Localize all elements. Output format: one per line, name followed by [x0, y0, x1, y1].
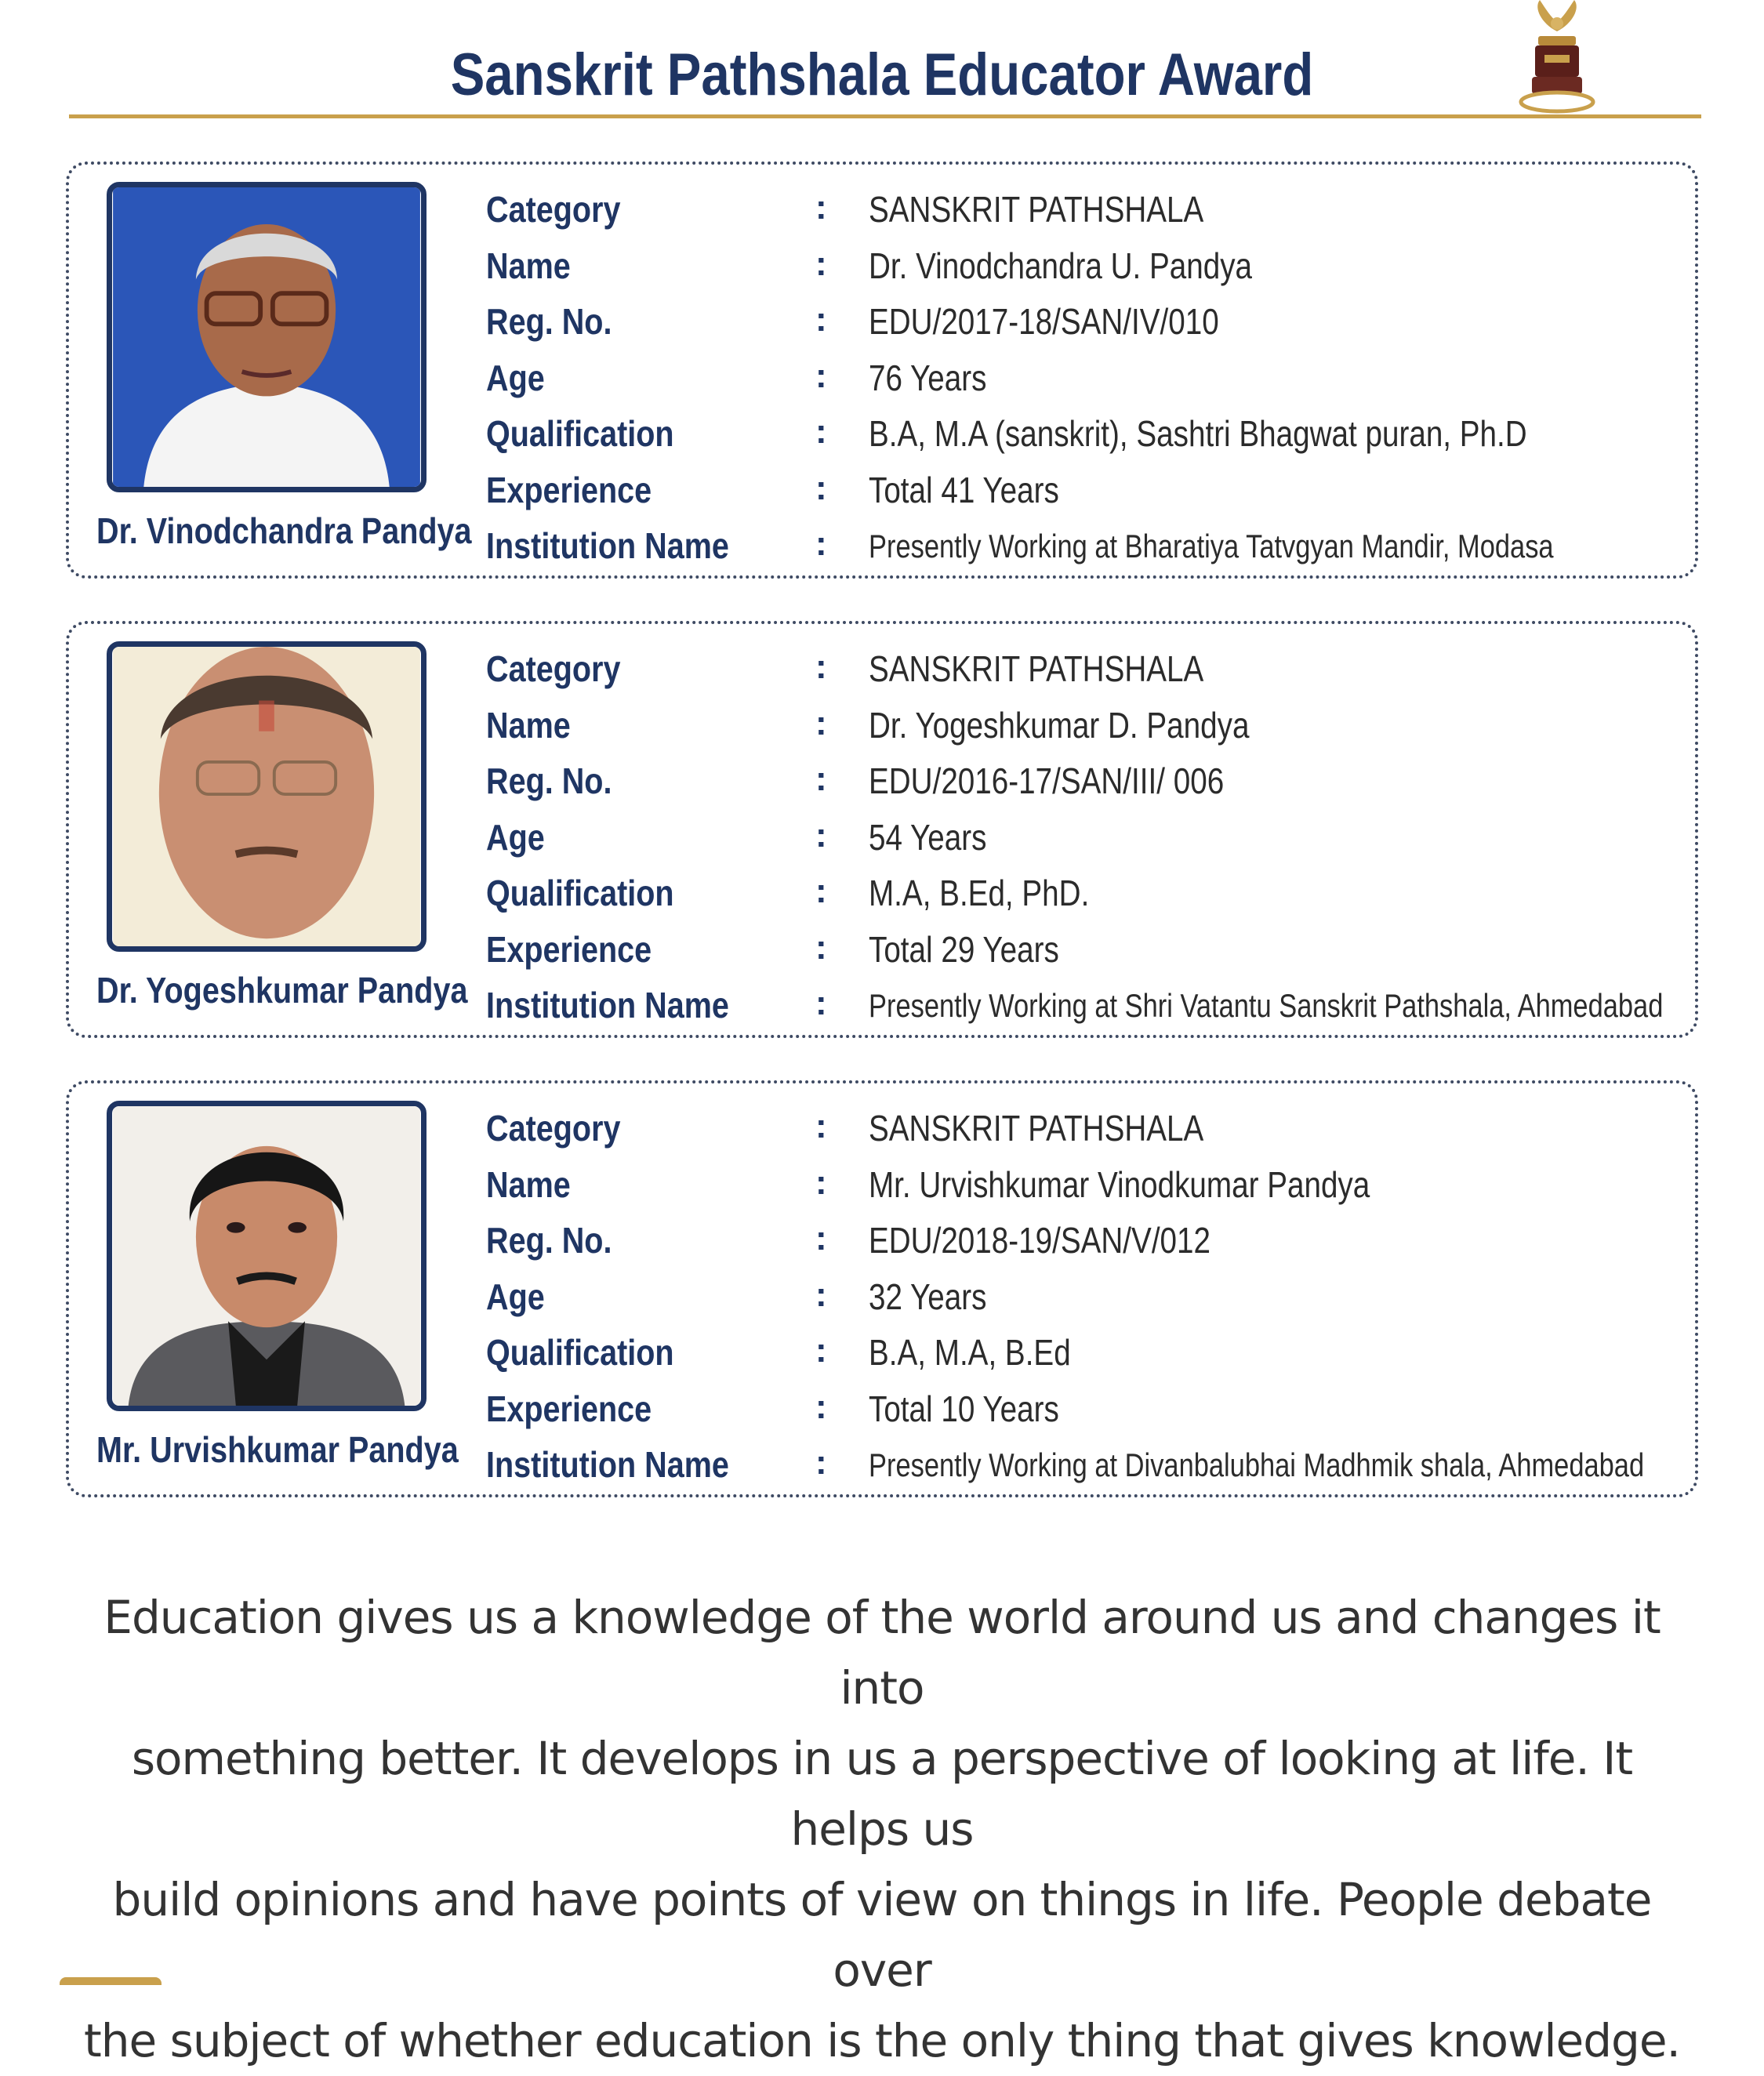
separator: : — [815, 1275, 827, 1314]
value-age: 76 Years — [869, 357, 987, 398]
label-institution: Institution Name — [486, 1444, 729, 1485]
value-age: 32 Years — [869, 1276, 987, 1317]
value-institution: Presently Working at Bharatiya Tatvgyan Mandir, Modasa — [869, 528, 1554, 564]
label-experience: Experience — [486, 1388, 652, 1429]
label-category: Category — [486, 648, 621, 689]
label-category: Category — [486, 1108, 621, 1149]
separator: : — [815, 1387, 827, 1426]
separator: : — [815, 1331, 827, 1370]
label-reg-no: Reg. No. — [486, 760, 612, 801]
value-experience: Total 10 Years — [869, 1388, 1059, 1429]
separator: : — [815, 648, 827, 686]
separator: : — [815, 1107, 827, 1145]
educator-card — [66, 162, 1698, 579]
label-qualification: Qualification — [486, 1332, 674, 1373]
trophy-icon — [1510, 0, 1604, 118]
label-name: Name — [486, 704, 571, 746]
label-experience: Experience — [486, 928, 652, 970]
separator: : — [815, 188, 827, 227]
value-name: Mr. Urvishkumar Vinodkumar Pandya — [869, 1163, 1370, 1205]
separator: : — [815, 300, 827, 339]
educator-caption: Dr. Yogeshkumar Pandya — [96, 970, 468, 1011]
value-qualification: B.A, M.A (sanskrit), Sashtri Bhagwat puran, Ph.D — [869, 413, 1527, 454]
value-category: SANSKRIT PATHSHALA — [869, 189, 1204, 230]
value-category: SANSKRIT PATHSHALA — [869, 648, 1204, 689]
label-qualification: Qualification — [486, 873, 674, 913]
separator: : — [815, 244, 827, 283]
value-name: Dr. Vinodchandra U. Pandya — [869, 245, 1253, 286]
educator-photo — [107, 1101, 426, 1411]
value-institution: Presently Working at Divanbalubhai Madhmik shala, Ahmedabad — [869, 1446, 1645, 1483]
label-reg-no: Reg. No. — [486, 1220, 612, 1261]
separator: : — [815, 1219, 827, 1258]
label-age: Age — [486, 1276, 545, 1317]
separator: : — [815, 815, 827, 855]
educator-card — [66, 1080, 1698, 1497]
label-category: Category — [486, 189, 621, 230]
separator: : — [815, 927, 827, 967]
separator: : — [815, 356, 827, 395]
education-quote — [78, 1582, 1686, 2076]
label-reg-no: Reg. No. — [486, 301, 612, 342]
corner-decoration — [60, 1977, 162, 1985]
educator-caption: Dr. Vinodchandra Pandya — [96, 510, 472, 551]
label-name: Name — [486, 245, 571, 286]
label-name: Name — [486, 1163, 571, 1205]
value-qualification: B.A, M.A, B.Ed — [869, 1332, 1071, 1373]
value-age: 54 Years — [869, 816, 987, 858]
separator: : — [815, 703, 827, 742]
quote-line: the subject of whether education is the only thing that gives knowledge. — [84, 2014, 1680, 2067]
separator: : — [815, 984, 827, 1022]
separator: : — [815, 468, 827, 507]
page-title: Sanskrit Pathshala Educator Award — [450, 42, 1314, 108]
label-age: Age — [486, 816, 545, 858]
separator: : — [815, 1163, 827, 1202]
value-qualification: M.A, B.Ed, PhD. — [869, 873, 1090, 913]
value-reg-no: EDU/2018-19/SAN/V/012 — [869, 1220, 1211, 1261]
educator-photo — [107, 641, 426, 952]
label-institution: Institution Name — [486, 525, 729, 566]
value-category: SANSKRIT PATHSHALA — [869, 1108, 1204, 1149]
value-experience: Total 41 Years — [869, 469, 1059, 510]
separator: : — [815, 872, 827, 910]
separator: : — [815, 524, 827, 563]
value-name: Dr. Yogeshkumar D. Pandya — [869, 704, 1250, 746]
label-experience: Experience — [486, 469, 652, 510]
label-qualification: Qualification — [486, 413, 674, 454]
label-age: Age — [486, 357, 545, 398]
value-institution: Presently Working at Shri Vatantu Sanskrit Pathshala, Ahmedabad — [869, 987, 1664, 1024]
separator: : — [815, 760, 827, 798]
educator-card — [66, 621, 1698, 1038]
label-institution: Institution Name — [486, 985, 729, 1025]
educator-photo — [107, 182, 426, 492]
title-rule — [69, 114, 1701, 118]
value-experience: Total 29 Years — [869, 928, 1059, 970]
quote-line: build opinions and have points of view on things in life. People debate over — [112, 1873, 1652, 1997]
value-reg-no: EDU/2017-18/SAN/IV/010 — [869, 301, 1219, 342]
quote-line: something better. It develops in us a perspective of looking at life. It helps us — [131, 1732, 1633, 1856]
separator: : — [815, 412, 827, 451]
value-reg-no: EDU/2016-17/SAN/III/ 006 — [869, 760, 1225, 801]
separator: : — [815, 1443, 827, 1482]
quote-line: Education gives us a knowledge of the world around us and changes it into — [103, 1591, 1661, 1715]
educator-caption: Mr. Urvishkumar Pandya — [96, 1429, 459, 1470]
